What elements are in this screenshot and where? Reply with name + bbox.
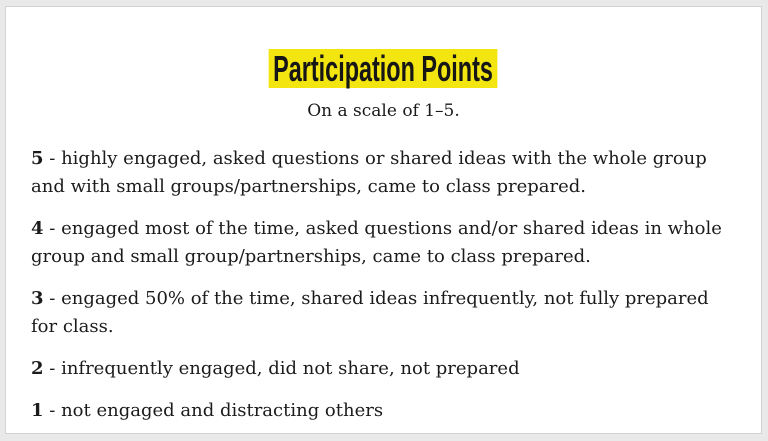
rubric-level: 4 [31, 218, 44, 239]
rubric-item [31, 397, 736, 425]
title-highlight: Participation Points [269, 49, 498, 88]
rubric-level: 1 [31, 400, 44, 421]
rubric-item [31, 285, 736, 341]
document-page [5, 6, 762, 434]
rubric-list [31, 145, 736, 425]
page-title [31, 49, 736, 89]
subtitle: On a scale of 1–5. [307, 101, 460, 121]
rubric-level: 2 [31, 358, 44, 379]
rubric-item [31, 215, 736, 271]
rubric-text: - highly engaged, asked questions or shared ideas with the whole group and with small groups/partnerships, came to class prepared. [31, 148, 707, 197]
rubric-level: 5 [31, 148, 44, 169]
rubric-level: 3 [31, 288, 44, 309]
rubric-text: - infrequently engaged, did not share, not prepared [49, 358, 520, 379]
rubric-text: - engaged most of the time, asked questions and/or shared ideas in whole group and small group/partnerships, came to class prepared. [31, 218, 722, 267]
rubric-text: - not engaged and distracting others [49, 400, 384, 421]
rubric-item [31, 355, 736, 383]
rubric-text: - engaged 50% of the time, shared ideas infrequently, not fully prepared for class. [31, 288, 709, 337]
rubric-item [31, 145, 736, 201]
